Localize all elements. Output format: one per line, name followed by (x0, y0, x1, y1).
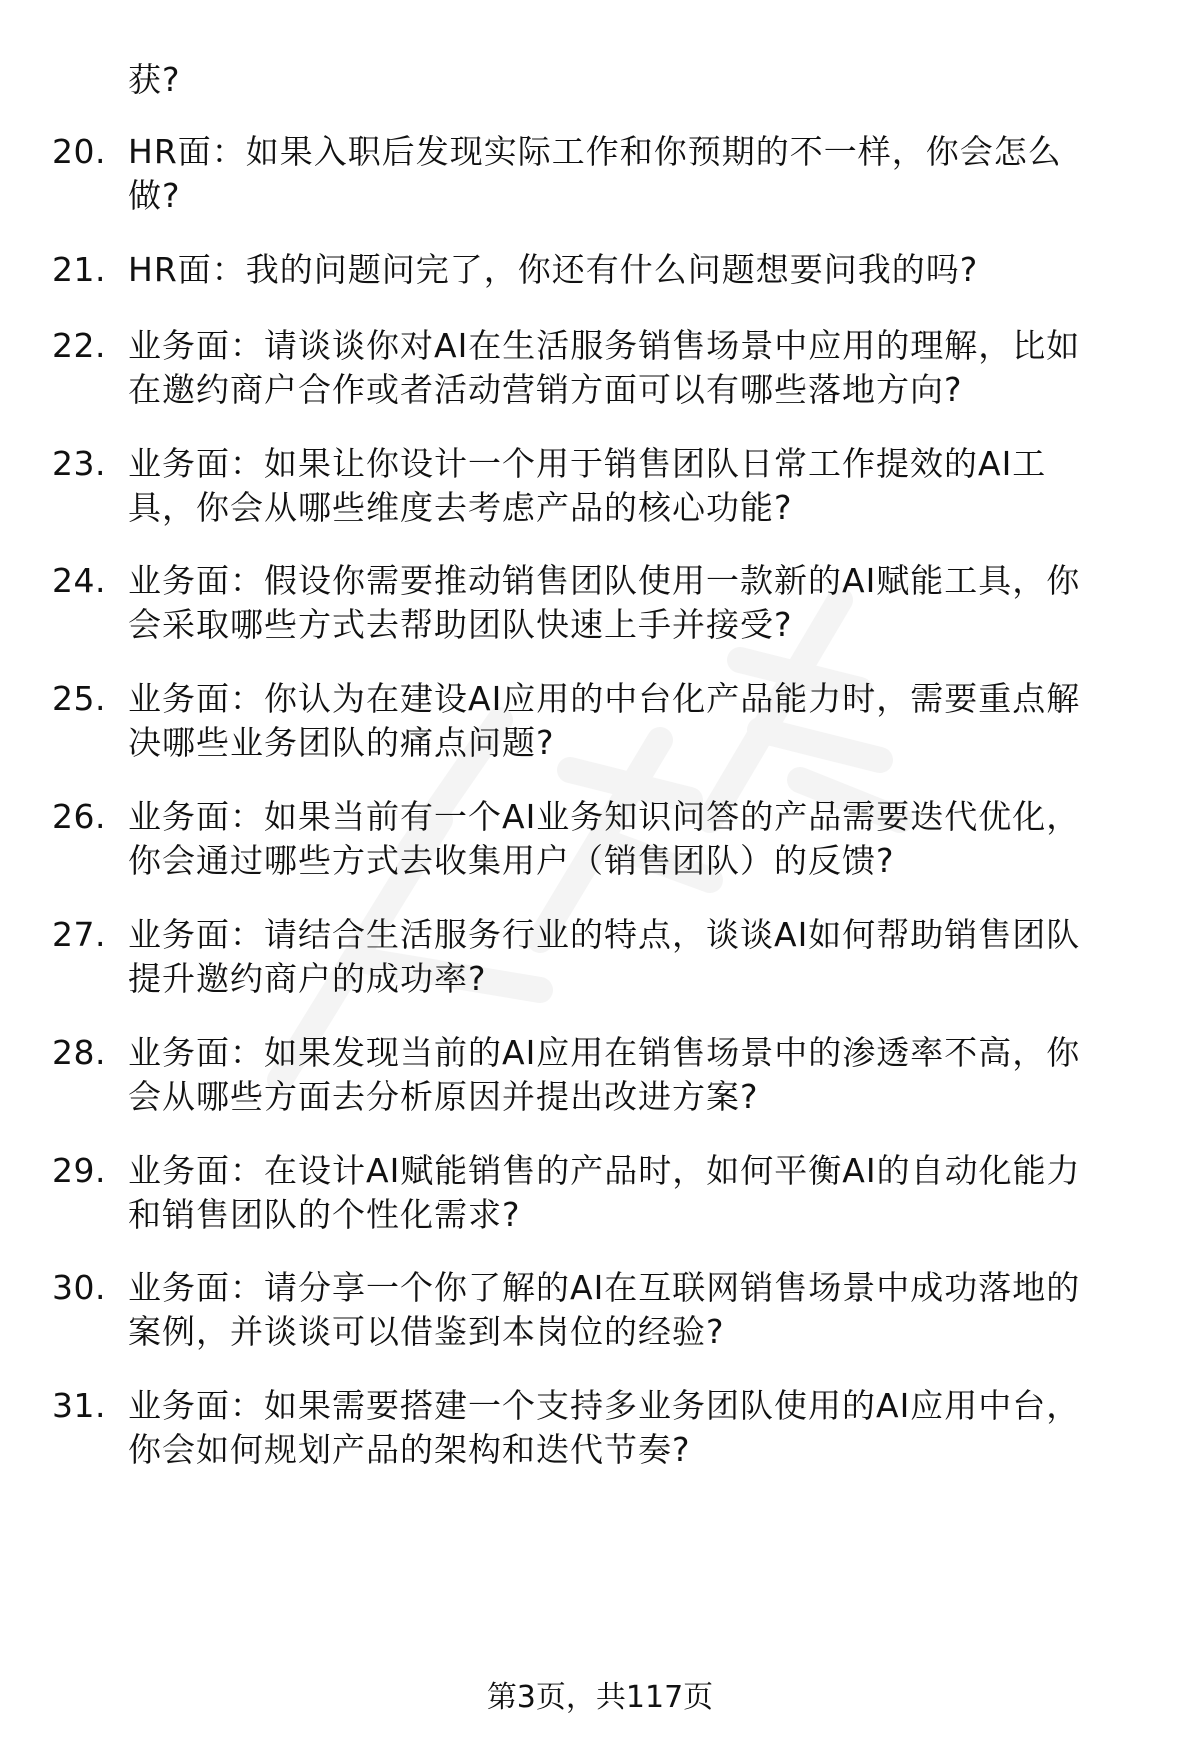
question-number: 31. (52, 1386, 106, 1425)
question-number: 24. (52, 561, 106, 600)
question-line: 做? (128, 176, 181, 215)
question-line: 会采取哪些方式去帮助团队快速上手并接受? (128, 605, 793, 644)
question-number: 26. (52, 797, 106, 836)
question-number: 25. (52, 679, 106, 718)
question-line: HR面：如果入职后发现实际工作和你预期的不一样，你会怎么 (128, 132, 1062, 171)
question-number: 22. (52, 326, 106, 365)
question-number: 21. (52, 250, 106, 289)
question-line: 业务面：假设你需要推动销售团队使用一款新的AI赋能工具，你 (128, 561, 1081, 600)
question-number: 28. (52, 1033, 106, 1072)
question-line: 业务面：请谈谈你对AI在生活服务销售场景中应用的理解，比如 (128, 326, 1081, 365)
question-line: 业务面：你认为在建设AI应用的中台化产品能力时，需要重点解 (128, 679, 1081, 718)
question-line: 你会通过哪些方式去收集用户（销售团队）的反馈? (128, 841, 895, 880)
question-line: 提升邀约商户的成功率? (128, 959, 487, 998)
question-number: 23. (52, 444, 106, 483)
question-line: 和销售团队的个性化需求? (128, 1195, 521, 1234)
question-number: 27. (52, 915, 106, 954)
question-number: 29. (52, 1151, 106, 1190)
question-19-continuation: 获? (128, 60, 181, 99)
question-number: 20. (52, 132, 106, 171)
question-line: 在邀约商户合作或者活动营销方面可以有哪些落地方向? (128, 370, 963, 409)
page-footer: 第3页，共117页 (486, 1680, 714, 1715)
question-line: 业务面：请分享一个你了解的AI在互联网销售场景中成功落地的 (128, 1268, 1081, 1307)
question-line: 案例，并谈谈可以借鉴到本岗位的经验? (128, 1312, 725, 1351)
question-line: 决哪些业务团队的痛点问题? (128, 723, 555, 762)
question-line: HR面：我的问题问完了，你还有什么问题想要问我的吗? (128, 250, 979, 289)
question-line: 业务面：如果当前有一个AI业务知识问答的产品需要迭代优化， (128, 797, 1081, 836)
question-line: 业务面：请结合生活服务行业的特点，谈谈AI如何帮助销售团队 (128, 915, 1081, 954)
question-number: 30. (52, 1268, 106, 1307)
question-line: 你会如何规划产品的架构和迭代节奏? (128, 1430, 691, 1469)
question-line: 业务面：如果让你设计一个用于销售团队日常工作提效的AI工 (128, 444, 1047, 483)
question-line: 会从哪些方面去分析原因并提出改进方案? (128, 1077, 759, 1116)
question-line: 业务面：在设计AI赋能销售的产品时，如何平衡AI的自动化能力 (128, 1151, 1081, 1190)
question-line: 业务面：如果需要搭建一个支持多业务团队使用的AI应用中台， (128, 1386, 1081, 1425)
question-line: 业务面：如果发现当前的AI应用在销售场景中的渗透率不高，你 (128, 1033, 1081, 1072)
question-line: 具，你会从哪些维度去考虑产品的核心功能? (128, 488, 793, 527)
